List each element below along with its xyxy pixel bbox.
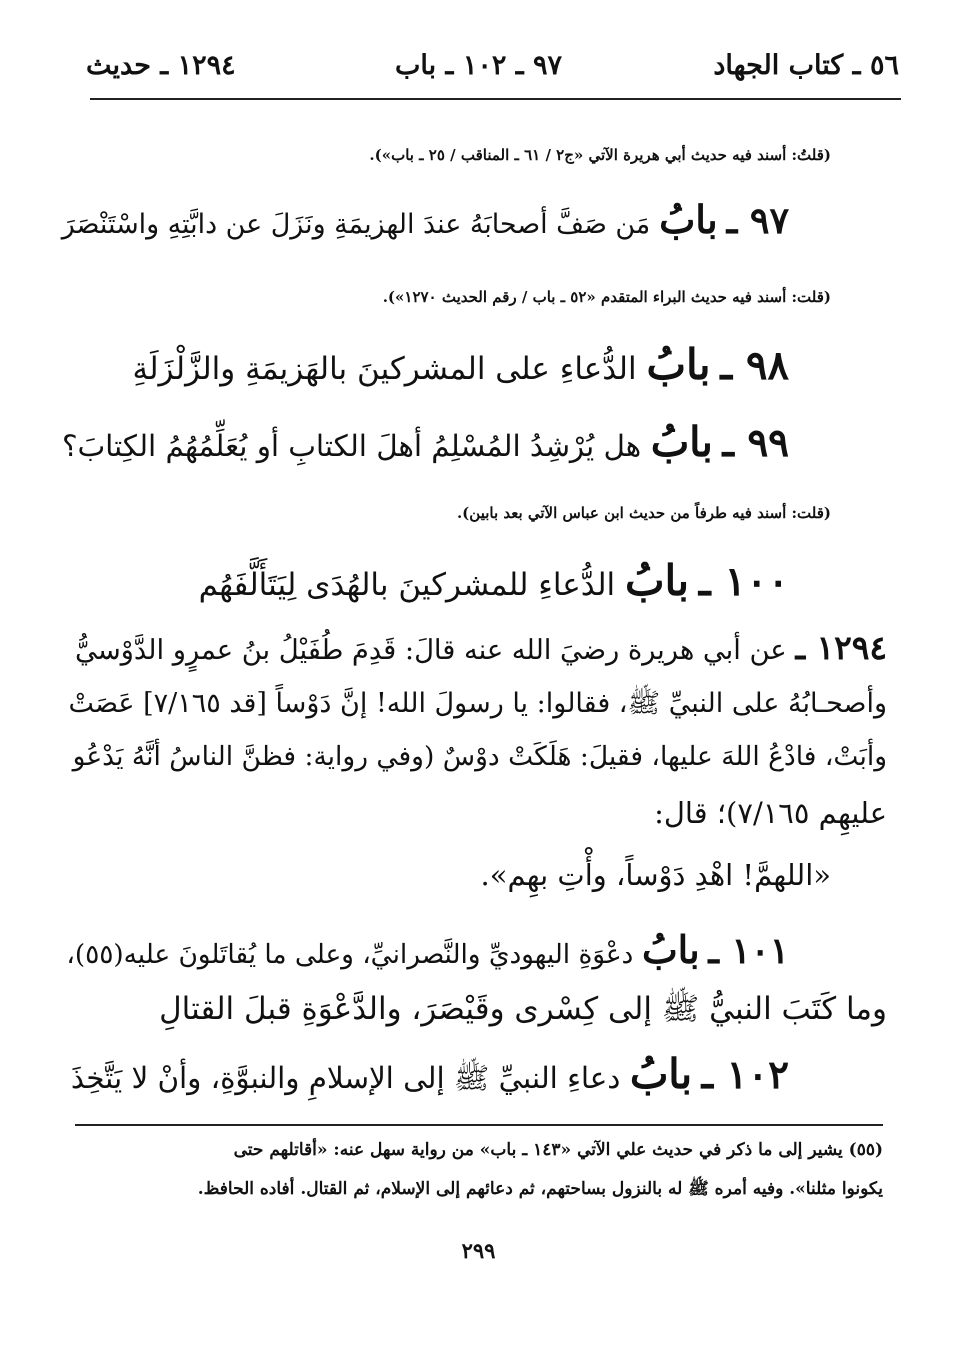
chapter-word: بابُ xyxy=(641,928,700,972)
chapter-title: هل يُرْشِدُ المُسْلِمُ أهلَ الكتابِ أو يُعَلِّمُهُمُ الكِتابَ؟ xyxy=(62,429,642,463)
footnote-line-1: (٥٥) يشير إلى ما ذكر في حديث علي الآتي «١٤٣ ـ باب» من رواية سهل عنه: «أقاتلهم حتى xyxy=(233,1140,883,1160)
running-header-chapters: ٩٧ ـ ١٠٢ ـ باب xyxy=(394,50,563,81)
chapter-word: بابُ xyxy=(650,418,713,466)
chapter-title: دعْوَةِ اليهوديِّ والنَّصرانيِّ، وعلى ما يُقاتَلونَ عليه(٥٥)، xyxy=(66,940,634,970)
hadith-line-1 xyxy=(75,628,887,667)
chapter-100-heading xyxy=(199,556,789,605)
chapter-number: ٩٧ ـ xyxy=(726,199,789,242)
chapter-title: الدُّعاءِ للمشركينَ بالهُدَى لِيَتَأَلَّفَهُم xyxy=(198,567,616,603)
chapter-number: ٩٨ ـ xyxy=(720,342,789,389)
chapter-number: ٩٩ ـ xyxy=(722,421,789,466)
editor-note-1: (قلتُ: أسند فيه حديث أبي هريرة الآتي «ج٢ / ٦١ ـ المناقب / ٢٥ ـ باب»). xyxy=(369,146,831,164)
chapter-102-heading xyxy=(71,1050,789,1103)
chapter-word: بابُ xyxy=(646,340,711,389)
footnote-line-2: يكونوا مثلنا». وفيه أمره ﷺ له بالنزول بساحتهم، ثم دعائهم إلى الإسلام، ثم القتال. أفاده الحافظ. xyxy=(197,1179,883,1199)
editor-note-3: (قلت: أسند فيه طرفاً من حديث ابن عباس الآتي بعد بابين). xyxy=(456,504,831,522)
chapter-word: بابُ xyxy=(625,556,690,605)
chapter-99-heading xyxy=(62,418,789,466)
chapter-title: مَن صَفَّ أصحابَهُ عندَ الهزيمَةِ ونَزَلَ عن دابَّتِهِ واسْتَنْصَرَ xyxy=(61,209,651,240)
editor-note-2: (قلت: أسند فيه حديث البراء المتقدم «٥٢ ـ باب / رقم الحديث ١٢٧٠»). xyxy=(382,288,831,306)
header-rule xyxy=(90,98,901,100)
chapter-number: ١٠٠ ـ xyxy=(698,558,789,605)
hadith-line-3: وأبَتْ، فادْعُ اللهَ عليها، فقيلَ: هَلَكَتْ دوْسٌ (وفي رواية: فظنَّ الناسُ أنَّهُ يَدْعُو xyxy=(72,741,887,772)
chapter-title: دعاءِ النبيِّ ﷺ إلى الإسلامِ والنبوَّةِ، وأنْ لا يَتَّخِذَ xyxy=(70,1061,621,1095)
chapter-101-continuation: وما كَتَبَ النبيُّ ﷺ إلى كِسْرى وقَيْصَرَ، والدَّعْوَةِ قبلَ القتالِ xyxy=(159,991,887,1027)
chapter-word: بابُ xyxy=(659,198,718,243)
chapter-97-heading xyxy=(62,198,789,243)
hadith-text: عن أبي هريرة رضيَ الله عنه قالَ: قَدِمَ طُفَيْلُ بنُ عمرٍو الدَّوْسيُّ xyxy=(75,635,787,666)
chapter-number: ١٠٢ ـ xyxy=(701,1053,789,1098)
running-header-hadith: ١٢٩٤ ـ حديث xyxy=(86,50,236,81)
chapter-word: بابُ xyxy=(629,1050,693,1098)
hadith-number: ١٢٩٤ ـ xyxy=(795,628,887,667)
hadith-line-4: عليهِم ٧/١٦٥)؛ قال: xyxy=(654,796,887,830)
chapter-101-heading xyxy=(66,928,789,972)
page-number: ٢٩٩ xyxy=(461,1238,496,1263)
chapter-number: ١٠١ ـ xyxy=(708,930,789,972)
footnote-rule xyxy=(75,1124,883,1126)
hadith-line-5: «اللهمَّ! اهْدِ دَوْساً، وأْتِ بهِم». xyxy=(480,858,831,892)
chapter-title: الدُّعاءِ على المشركينَ بالهَزيمَةِ والزَّلْزَلَةِ xyxy=(132,351,637,387)
chapter-98-heading xyxy=(132,340,789,389)
running-header-book: ٥٦ ـ كتاب الجهاد xyxy=(713,50,899,81)
hadith-line-2: وأصحـابُهُ على النبيِّ ﷺ، فقالوا: يا رسولَ الله! إنَّ دَوْساً [قد ٧/١٦٥] عَصَتْ xyxy=(68,688,887,719)
